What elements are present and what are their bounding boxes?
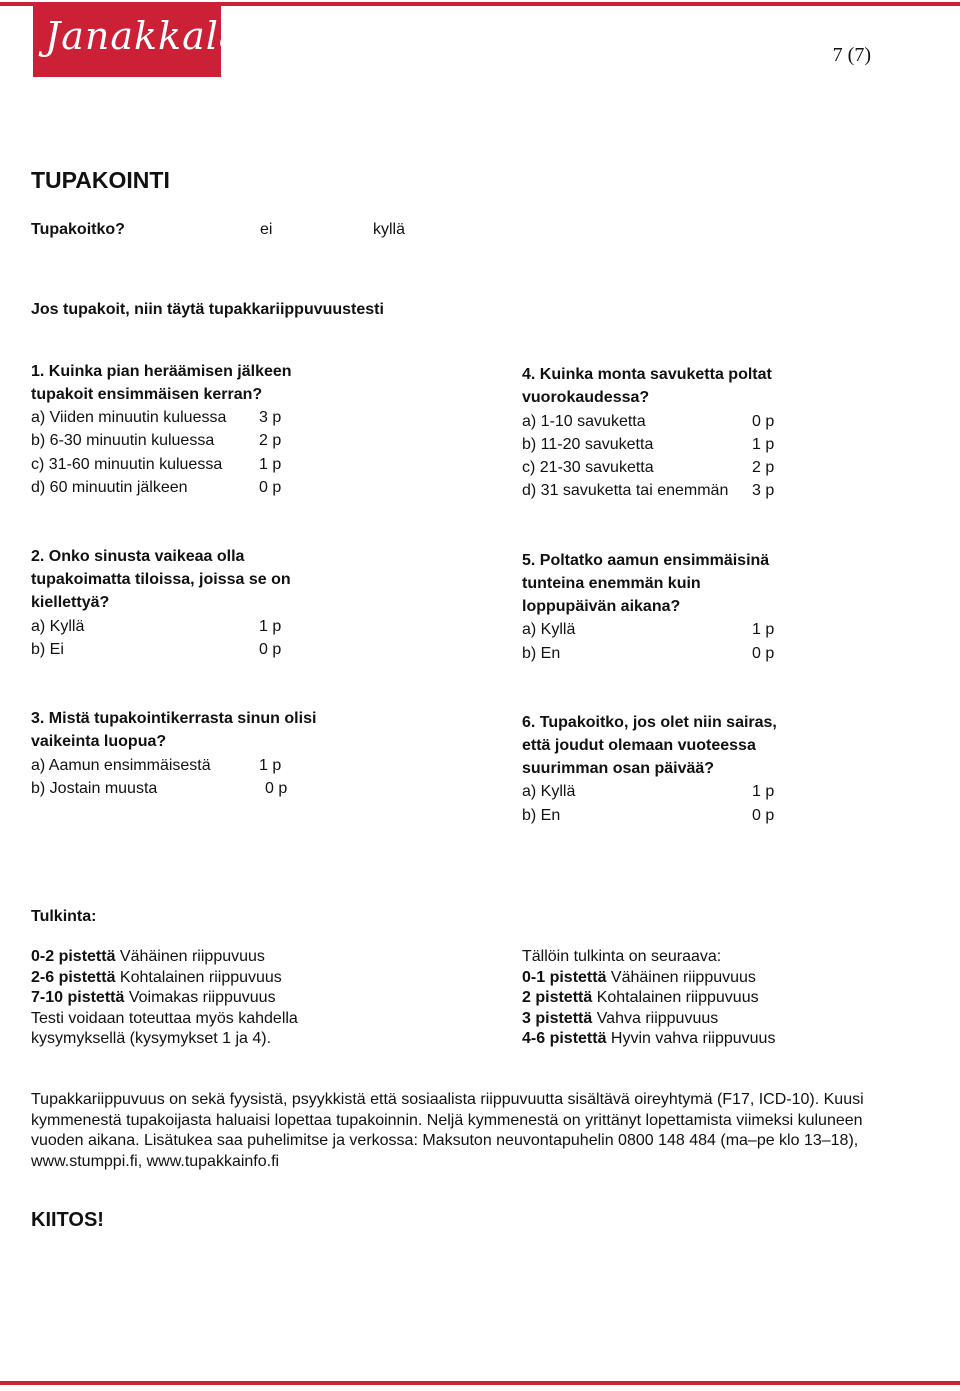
answer-points: 1 p <box>259 757 282 774</box>
page-number: 7 (7) <box>832 44 871 66</box>
question-title: vuorokaudessa? <box>522 389 650 406</box>
score-range: 0-1 pistettä <box>522 969 607 986</box>
answer-option: a) Kyllä <box>31 618 85 635</box>
answer-option: a) Viiden minuutin kuluessa <box>31 409 227 426</box>
answer-option: d) 60 minuutin jälkeen <box>31 479 188 496</box>
interpretation-heading: Tulkinta: <box>31 908 97 925</box>
answer-points: 3 p <box>752 482 775 499</box>
answer-points: 0 p <box>752 807 775 824</box>
answer-option: b) Ei <box>31 641 64 658</box>
score-range: 2 pistettä <box>522 989 593 1006</box>
answer-option: d) 31 savuketta tai enemmän <box>522 482 729 499</box>
score-meaning: Vähäinen riippuvuus <box>115 948 265 965</box>
score-range: 0-2 pistettä <box>31 948 116 965</box>
interpretation-row <box>522 1029 775 1049</box>
answer-points: 3 p <box>259 409 282 426</box>
answer-points: 1 p <box>752 621 775 638</box>
answer-option: b) En <box>522 807 561 824</box>
answer-option: c) 31-60 minuutin kuluessa <box>31 456 223 473</box>
smoking-option-no: ei <box>260 221 273 238</box>
instruction-text: Jos tupakoit, niin täytä tupakkariippuvuustesti <box>31 301 384 318</box>
score-meaning: Kohtalainen riippuvuus <box>592 989 759 1006</box>
score-meaning: Voimakas riippuvuus <box>124 989 276 1006</box>
answer-points: 0 p <box>752 645 775 662</box>
info-line: kymmenestä tupakoijasta haluaisi lopettaa tupakoinnin. Neljä kymmenestä on yrittänyt lopettamista viimeksi kuluneen <box>31 1112 863 1129</box>
question-title: suurimman osan päivää? <box>522 760 715 777</box>
janakkala-logo <box>33 4 243 77</box>
smoking-question-label: Tupakoitko? <box>31 221 125 238</box>
page-title: TUPAKOINTI <box>31 167 170 193</box>
info-line: vuoden aikana. Lisätukea saa puhelimitse ja verkossa: Maksuton neuvontapuhelin 0800 148 484 (ma–pe klo 13–18), <box>31 1132 859 1149</box>
thanks-text: KIITOS! <box>31 1209 104 1231</box>
answer-points: 2 p <box>752 459 775 476</box>
answer-points: 1 p <box>259 618 282 635</box>
answer-option: c) 21-30 savuketta <box>522 459 654 476</box>
score-range: 3 pistettä <box>522 1010 593 1027</box>
answer-option: b) Jostain muusta <box>31 780 158 797</box>
interpretation-intro: Tällöin tulkinta on seuraava: <box>522 948 722 965</box>
score-range: 7-10 pistettä <box>31 989 125 1006</box>
info-line: Tupakkariippuvuus on sekä fyysistä, psyykkistä että sosiaalista riippuvuutta sisältävä oireyhtymä (F17, ICD-10). Kuusi <box>31 1091 864 1108</box>
question-title: 3. Mistä tupakointikerrasta sinun olisi <box>31 710 317 727</box>
interpretation-note: Testi voidaan toteuttaa myös kahdella <box>31 1010 298 1027</box>
answer-points: 1 p <box>259 456 282 473</box>
answer-option: a) 1-10 savuketta <box>522 413 646 430</box>
score-range: 2-6 pistettä <box>31 969 116 986</box>
question-title: 1. Kuinka pian heräämisen jälkeen <box>31 363 292 380</box>
interpretation-row <box>31 968 282 988</box>
answer-points: 0 p <box>265 780 288 797</box>
question-title: että joudut olemaan vuoteessa <box>522 737 756 754</box>
question-title: 5. Poltatko aamun ensimmäisinä <box>522 552 770 569</box>
interpretation-row <box>31 988 276 1008</box>
score-meaning: Kohtalainen riippuvuus <box>115 969 282 986</box>
score-range: 4-6 pistettä <box>522 1030 607 1047</box>
answer-points: 0 p <box>259 641 282 658</box>
score-meaning: Hyvin vahva riippuvuus <box>606 1030 776 1047</box>
question-title: tupakoimatta tiloissa, joissa se on <box>31 571 291 588</box>
answer-points: 0 p <box>752 413 775 430</box>
answer-option: a) Aamun ensimmäisestä <box>31 757 211 774</box>
question-title: vaikeinta luopua? <box>31 733 167 750</box>
question-title: loppupäivän aikana? <box>522 598 681 615</box>
answer-points: 1 p <box>752 436 775 453</box>
interpretation-note: kysymyksellä (kysymykset 1 ja 4). <box>31 1030 272 1047</box>
answer-option: a) Kyllä <box>522 621 576 638</box>
answer-option: a) Kyllä <box>522 783 576 800</box>
interpretation-row <box>31 947 265 967</box>
smoking-option-yes: kyllä <box>373 221 406 238</box>
interpretation-row <box>522 1009 718 1029</box>
logo-text: Janakkala <box>45 14 243 58</box>
interpretation-row <box>522 988 759 1008</box>
question-title: 2. Onko sinusta vaikeaa olla <box>31 548 245 565</box>
answer-option: b) 6-30 minuutin kuluessa <box>31 432 215 449</box>
answer-points: 1 p <box>752 783 775 800</box>
answer-points: 0 p <box>259 479 282 496</box>
answer-option: b) En <box>522 645 561 662</box>
question-title: tupakoit ensimmäisen kerran? <box>31 386 263 403</box>
question-title: 4. Kuinka monta savuketta poltat <box>522 366 772 383</box>
question-title: kiellettyä? <box>31 594 110 611</box>
answer-points: 2 p <box>259 432 282 449</box>
score-meaning: Vahva riippuvuus <box>592 1010 719 1027</box>
score-meaning: Vähäinen riippuvuus <box>606 969 756 986</box>
answer-option: b) 11-20 savuketta <box>522 436 654 453</box>
question-title: 6. Tupakoitko, jos olet niin sairas, <box>522 714 777 731</box>
info-line: www.stumppi.fi, www.tupakkainfo.fi <box>31 1153 280 1170</box>
footer-rule <box>0 1381 960 1385</box>
question-title: tunteina enemmän kuin <box>522 575 701 592</box>
interpretation-row <box>522 968 756 988</box>
